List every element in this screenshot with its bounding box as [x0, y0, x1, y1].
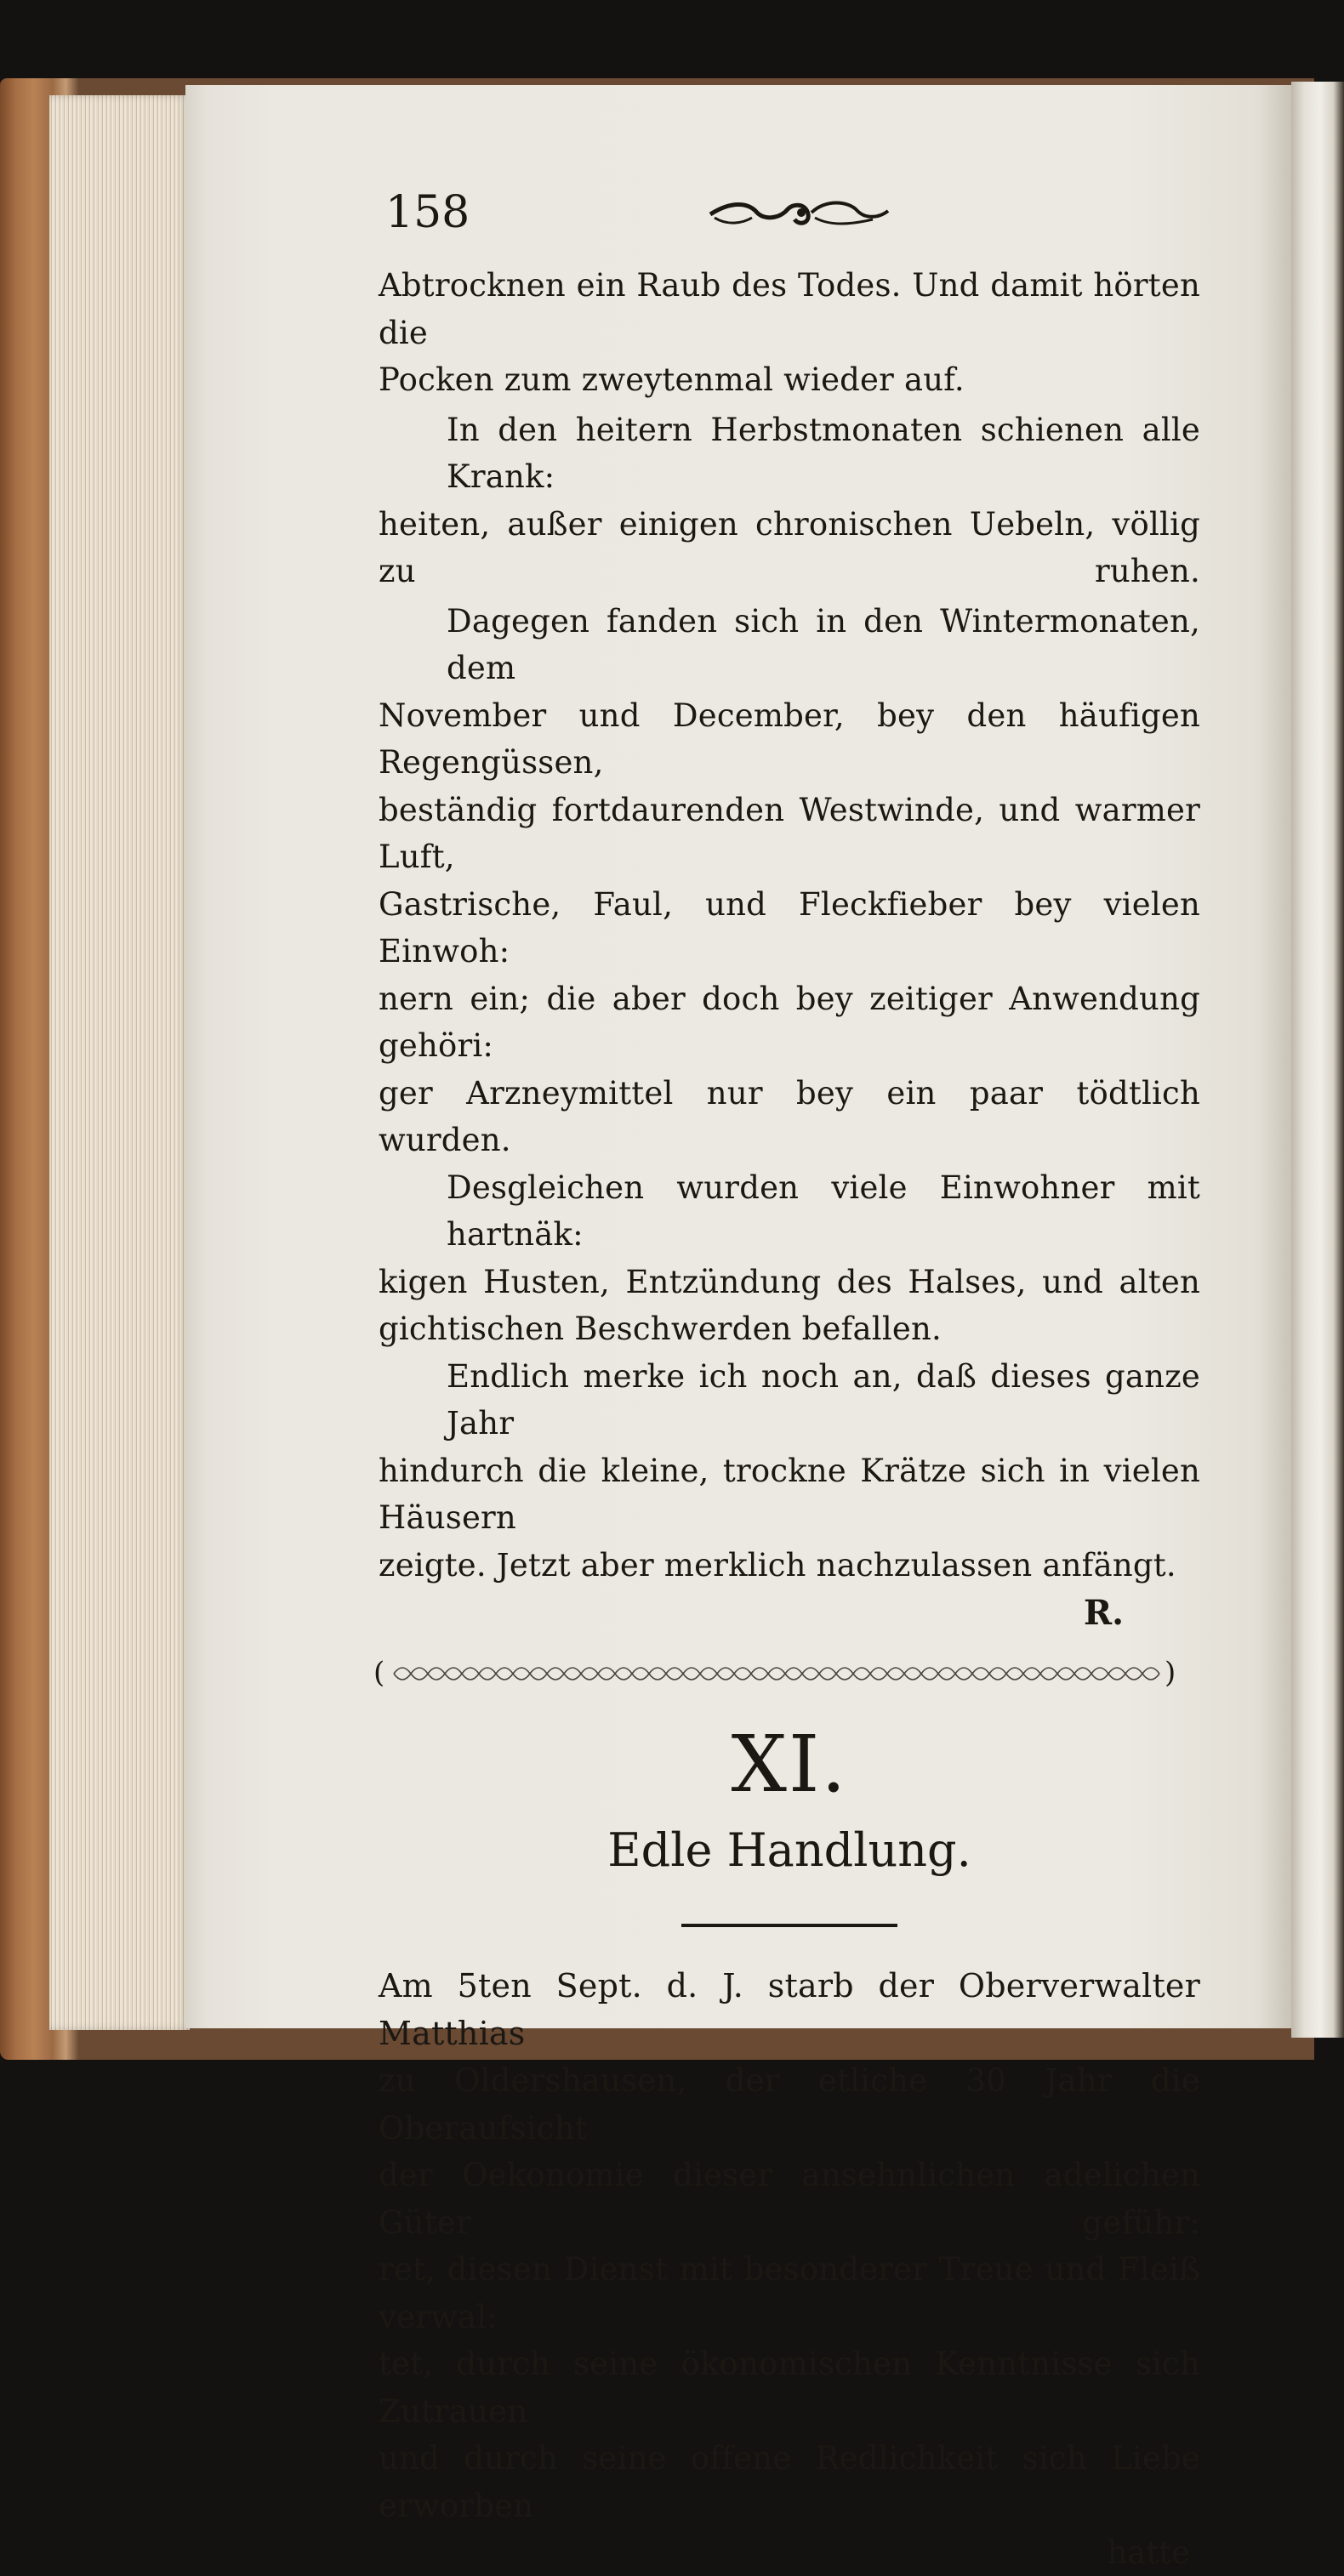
- text-line: und durch seine offene Redlichkeit sich Liebe erworben: [379, 2440, 1200, 2524]
- page-edges: [49, 95, 190, 2030]
- text-line: beständig fortdaurenden Westwinde, und warmer Luft,: [379, 791, 1200, 875]
- text-line: nern ein; die aber doch bey zeitiger Anwendung gehöri:: [379, 980, 1200, 1064]
- text-line: Abtrocknen ein Raub des Todes. Und damit hörten die: [379, 267, 1200, 351]
- chapter-body: [379, 1963, 1200, 2529]
- catchword: hatte: [1107, 2534, 1190, 2571]
- text-line: November und December, bey den häufigen Regengüssen,: [379, 697, 1200, 781]
- chapter-title: Edle Handlung.: [607, 1823, 971, 1877]
- text-line: Desgleichen wurden viele Einwohner mit hartnäk:: [447, 1169, 1200, 1253]
- text-line: Pocken zum zweytenmal wieder auf.: [379, 361, 965, 398]
- paragraph-4: [379, 1164, 1200, 1353]
- svg-text:(: (: [373, 1657, 385, 1690]
- text-line: kigen Husten, Entzündung des Halses, und alten: [379, 1263, 1200, 1300]
- ornamental-divider-icon: [373, 1657, 1190, 1691]
- header-ornament-icon: [706, 192, 893, 235]
- paragraphs: [379, 262, 1200, 1589]
- text-line: heiten, außer einigen chronischen Uebeln, völlig zu ruhen.: [379, 505, 1200, 589]
- text-line: hindurch die kleine, trockne Krätze sich in vielen Häusern: [379, 1452, 1200, 1536]
- text-line: zu Oldershausen, der etliche 30 Jahr die Oberaufsicht: [379, 2062, 1200, 2147]
- chapter-number: XI.: [731, 1719, 848, 1810]
- text-line: Am 5ten Sept. d. J. starb der Oberverwalter Matthias: [379, 1967, 1200, 2052]
- paragraph-1: [379, 262, 1200, 404]
- text-line: In den heitern Herbstmonaten schienen alle Krank:: [447, 411, 1200, 495]
- text-line: tet, durch seine ökonomischen Kenntnisse sich Zutrauen: [379, 2346, 1200, 2430]
- text-line: ger Arzneymittel nur bey ein paar tödtlich wurden.: [379, 1074, 1200, 1158]
- text-line: zeigte. Jetzt aber merklich nachzulassen anfängt.: [379, 1546, 1176, 1584]
- page-header: [379, 187, 1200, 262]
- page-content: [373, 187, 1200, 2576]
- text-line: Endlich merke ich noch an, daß dieses ganze Jahr: [447, 1357, 1200, 1442]
- author-signature: R.: [1083, 1593, 1124, 1633]
- text-line: ret, diesen Dienst mit besonderer Treue und Fleiß verwal:: [379, 2251, 1200, 2335]
- page-number: 158: [385, 187, 470, 238]
- text-line: gichtischen Beschwerden befallen.: [379, 1311, 942, 1347]
- text-line: Gastrische, Faul, und Fleckfieber bey vielen Einwoh:: [379, 885, 1200, 970]
- svg-text:): ): [1165, 1657, 1176, 1690]
- paragraph-3: [379, 598, 1200, 1164]
- paragraph-2: [379, 407, 1200, 595]
- title-rule: [681, 1924, 897, 1927]
- paragraph-5: [379, 1353, 1200, 1589]
- facing-page-edge: [1291, 82, 1344, 2038]
- text-line: Dagegen fanden sich in den Wintermonaten, dem: [447, 602, 1200, 686]
- text-line: der Oekonomie dieser ansehnlichen adelichen Güter geführ:: [379, 2157, 1200, 2241]
